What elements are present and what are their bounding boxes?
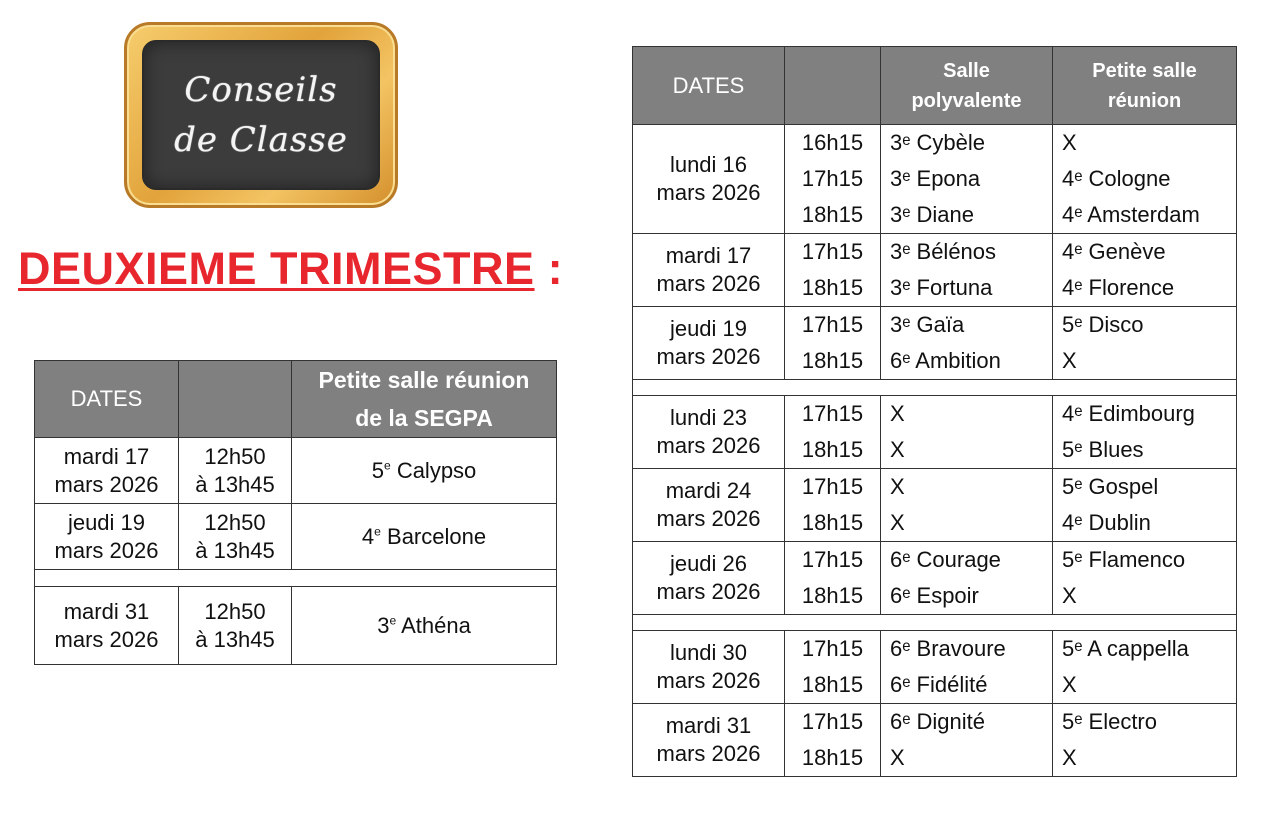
class-grade: 4 [361, 523, 375, 549]
slot-class: 6ᵉ Dignité [890, 709, 986, 734]
room-reunion-cell [1053, 631, 1237, 704]
class-grade: 3 [377, 612, 390, 638]
slot-time: 17h15 [801, 166, 864, 191]
table-row [633, 469, 1237, 542]
room-polyvalente-cell [881, 469, 1053, 542]
date-cell [633, 631, 785, 704]
time-line: à 13h45 [195, 471, 275, 497]
slot-class: 4ᵉ Cologne [1062, 166, 1171, 191]
header-room-polyvalente [881, 47, 1053, 125]
time-cell [785, 631, 881, 704]
header-room-line1: Petite salle réunion [318, 367, 530, 393]
class-name: Calypso [396, 457, 477, 483]
time-cell [179, 587, 292, 665]
date-cell [35, 438, 179, 504]
slot-class: 3ᵉ Epona [890, 166, 981, 191]
slot-class: 6ᵉ Courage [890, 547, 1001, 572]
room-reunion-cell [1053, 396, 1237, 469]
header-time [785, 47, 881, 125]
slot-class: 5ᵉ Flamenco [1062, 547, 1186, 572]
header-line: réunion [1107, 89, 1182, 112]
header-dates: DATES [35, 361, 179, 438]
page-title [18, 243, 563, 295]
room-reunion-cell [1053, 125, 1237, 234]
date-cell [633, 469, 785, 542]
main-schedule-table [632, 46, 1237, 777]
time-cell [179, 504, 292, 570]
header-room-line2: de la SEGPA [355, 405, 493, 431]
slot-class: 3ᵉ Diane [890, 202, 975, 227]
room-reunion-cell [1053, 542, 1237, 615]
slot-class: 6ᵉ Bravoure [890, 636, 1006, 661]
header-room-reunion [1053, 47, 1237, 125]
slot-time: 17h15 [801, 474, 864, 499]
slot-class: 6ᵉ Ambition [890, 348, 1001, 373]
date-line: mars 2026 [656, 741, 761, 766]
date-cell [35, 504, 179, 570]
class-grade: 5 [371, 457, 384, 483]
date-line: mars 2026 [656, 344, 761, 369]
header-line: polyvalente [911, 89, 1022, 112]
date-cell [633, 542, 785, 615]
slot-class: 5ᵉ A cappella [1062, 636, 1189, 661]
date-line: mars 2026 [656, 668, 761, 693]
room-reunion-cell [1053, 704, 1237, 777]
slot-time: 17h15 [801, 636, 864, 661]
title-colon: : [547, 243, 564, 294]
table-row [633, 125, 1237, 234]
slot-class: 3ᵉ Gaïa [890, 312, 965, 337]
slot-class: X [1062, 672, 1077, 697]
slot-class: X [890, 474, 905, 499]
slot-time: 18h15 [801, 437, 864, 462]
slot-time: 17h15 [801, 709, 864, 734]
time-cell [785, 307, 881, 380]
table-row [35, 438, 557, 504]
class-grade-suffix: e [383, 458, 391, 473]
class-grade-suffix: e [374, 524, 381, 539]
slot-class: X [1062, 745, 1077, 770]
separator-cell [633, 615, 1237, 631]
class-cell [292, 504, 557, 570]
date-cell [633, 307, 785, 380]
room-polyvalente-cell [881, 631, 1053, 704]
date-cell [633, 704, 785, 777]
title-text: DEUXIEME TRIMESTRE [18, 243, 535, 294]
slot-class: 3ᵉ Fortuna [890, 275, 993, 300]
slot-class: 4ᵉ Dublin [1062, 510, 1151, 535]
separator-row [633, 380, 1237, 396]
date-line: lundi 30 [669, 640, 748, 665]
time-line: 12h50 [204, 598, 266, 624]
slot-class: X [1062, 583, 1077, 608]
class-grade-suffix: e [389, 613, 397, 628]
date-line: mars 2026 [54, 537, 159, 563]
separator-cell [633, 380, 1237, 396]
time-cell [785, 542, 881, 615]
slot-class: 4ᵉ Florence [1062, 275, 1175, 300]
slot-class: 5ᵉ Electro [1062, 709, 1157, 734]
separator-row [35, 570, 557, 587]
slot-time: 18h15 [801, 745, 864, 770]
slot-class: 6ᵉ Fidélité [890, 672, 988, 697]
date-line: mardi 24 [665, 478, 752, 503]
slot-class: 4ᵉ Genève [1062, 239, 1166, 264]
main-table-body [633, 125, 1237, 777]
date-line: mardi 31 [63, 598, 150, 624]
table-row [633, 631, 1237, 704]
slot-class: X [1062, 348, 1077, 373]
time-line: à 13h45 [195, 537, 275, 563]
slot-class: 6ᵉ Espoir [890, 583, 979, 608]
date-line: mardi 31 [665, 713, 752, 738]
segpa-schedule-table [34, 360, 557, 665]
time-cell [785, 234, 881, 307]
date-line: mars 2026 [656, 433, 761, 458]
time-line: à 13h45 [195, 626, 275, 652]
slot-time: 18h15 [801, 275, 864, 300]
slot-time: 17h15 [801, 547, 864, 572]
time-cell [785, 704, 881, 777]
separator-row [633, 615, 1237, 631]
class-cell [292, 438, 557, 504]
slot-time: 16h15 [801, 130, 864, 155]
date-line: mars 2026 [54, 471, 159, 497]
slot-class: X [890, 510, 905, 535]
header-dates: DATES [633, 47, 785, 125]
slot-class: 5ᵉ Gospel [1062, 474, 1159, 499]
slot-time: 18h15 [801, 510, 864, 535]
class-name: Barcelone [387, 523, 487, 549]
date-line: jeudi 26 [669, 551, 748, 576]
time-cell [179, 438, 292, 504]
header-line: Salle [943, 59, 990, 82]
room-polyvalente-cell [881, 542, 1053, 615]
date-cell [633, 396, 785, 469]
room-polyvalente-cell [881, 125, 1053, 234]
slot-class: 3ᵉ Bélénos [890, 239, 997, 264]
date-cell [633, 234, 785, 307]
table-row [633, 396, 1237, 469]
table-row [633, 542, 1237, 615]
slot-class: 4ᵉ Edimbourg [1062, 401, 1195, 426]
slot-time: 18h15 [801, 583, 864, 608]
date-line: lundi 16 [669, 152, 748, 177]
room-polyvalente-cell [881, 704, 1053, 777]
table-row [35, 504, 557, 570]
room-reunion-cell [1053, 234, 1237, 307]
slot-class: 3ᵉ Cybèle [890, 130, 986, 155]
table-row [633, 704, 1237, 777]
header-line: Petite salle [1092, 59, 1197, 82]
slot-class: X [1062, 130, 1077, 155]
slot-class: X [890, 401, 905, 426]
slot-time: 17h15 [801, 239, 864, 264]
slot-time: 18h15 [801, 672, 864, 697]
time-cell [785, 396, 881, 469]
class-name: Athéna [401, 612, 471, 638]
room-reunion-cell [1053, 307, 1237, 380]
date-line: mars 2026 [656, 180, 761, 205]
room-polyvalente-cell [881, 234, 1053, 307]
date-line: mars 2026 [656, 271, 761, 296]
date-line: jeudi 19 [669, 316, 748, 341]
date-line: mars 2026 [656, 506, 761, 531]
separator-cell [35, 570, 557, 587]
date-cell [633, 125, 785, 234]
date-line: mars 2026 [656, 579, 761, 604]
board-line-1: Conseils [184, 70, 338, 110]
date-line: lundi 23 [669, 405, 748, 430]
date-line: mars 2026 [54, 626, 159, 652]
slot-time: 18h15 [801, 202, 864, 227]
room-polyvalente-cell [881, 307, 1053, 380]
slot-class: 4ᵉ Amsterdam [1062, 202, 1200, 227]
chalkboard-logo [124, 22, 398, 208]
table-row [633, 234, 1237, 307]
board-line-2: de Classe [174, 120, 348, 160]
slot-time: 17h15 [801, 312, 864, 337]
table-row [633, 307, 1237, 380]
chalkboard-surface [142, 40, 380, 190]
date-line: mardi 17 [665, 243, 752, 268]
slot-class: X [890, 745, 905, 770]
date-line: jeudi 19 [67, 509, 146, 535]
time-cell [785, 469, 881, 542]
slot-class: 5ᵉ Disco [1062, 312, 1144, 337]
header-room [292, 361, 557, 438]
class-cell [292, 587, 557, 665]
date-cell [35, 587, 179, 665]
slot-class: 5ᵉ Blues [1062, 437, 1144, 462]
room-reunion-cell [1053, 469, 1237, 542]
table-header-row [633, 47, 1237, 125]
date-line: mardi 17 [63, 443, 150, 469]
slot-time: 18h15 [801, 348, 864, 373]
time-line: 12h50 [204, 509, 266, 535]
table-row [35, 587, 557, 665]
time-line: 12h50 [204, 443, 266, 469]
slot-class: X [890, 437, 905, 462]
time-cell [785, 125, 881, 234]
slot-time: 17h15 [801, 401, 864, 426]
header-time [179, 361, 292, 438]
table-header-row [35, 361, 557, 438]
room-polyvalente-cell [881, 396, 1053, 469]
